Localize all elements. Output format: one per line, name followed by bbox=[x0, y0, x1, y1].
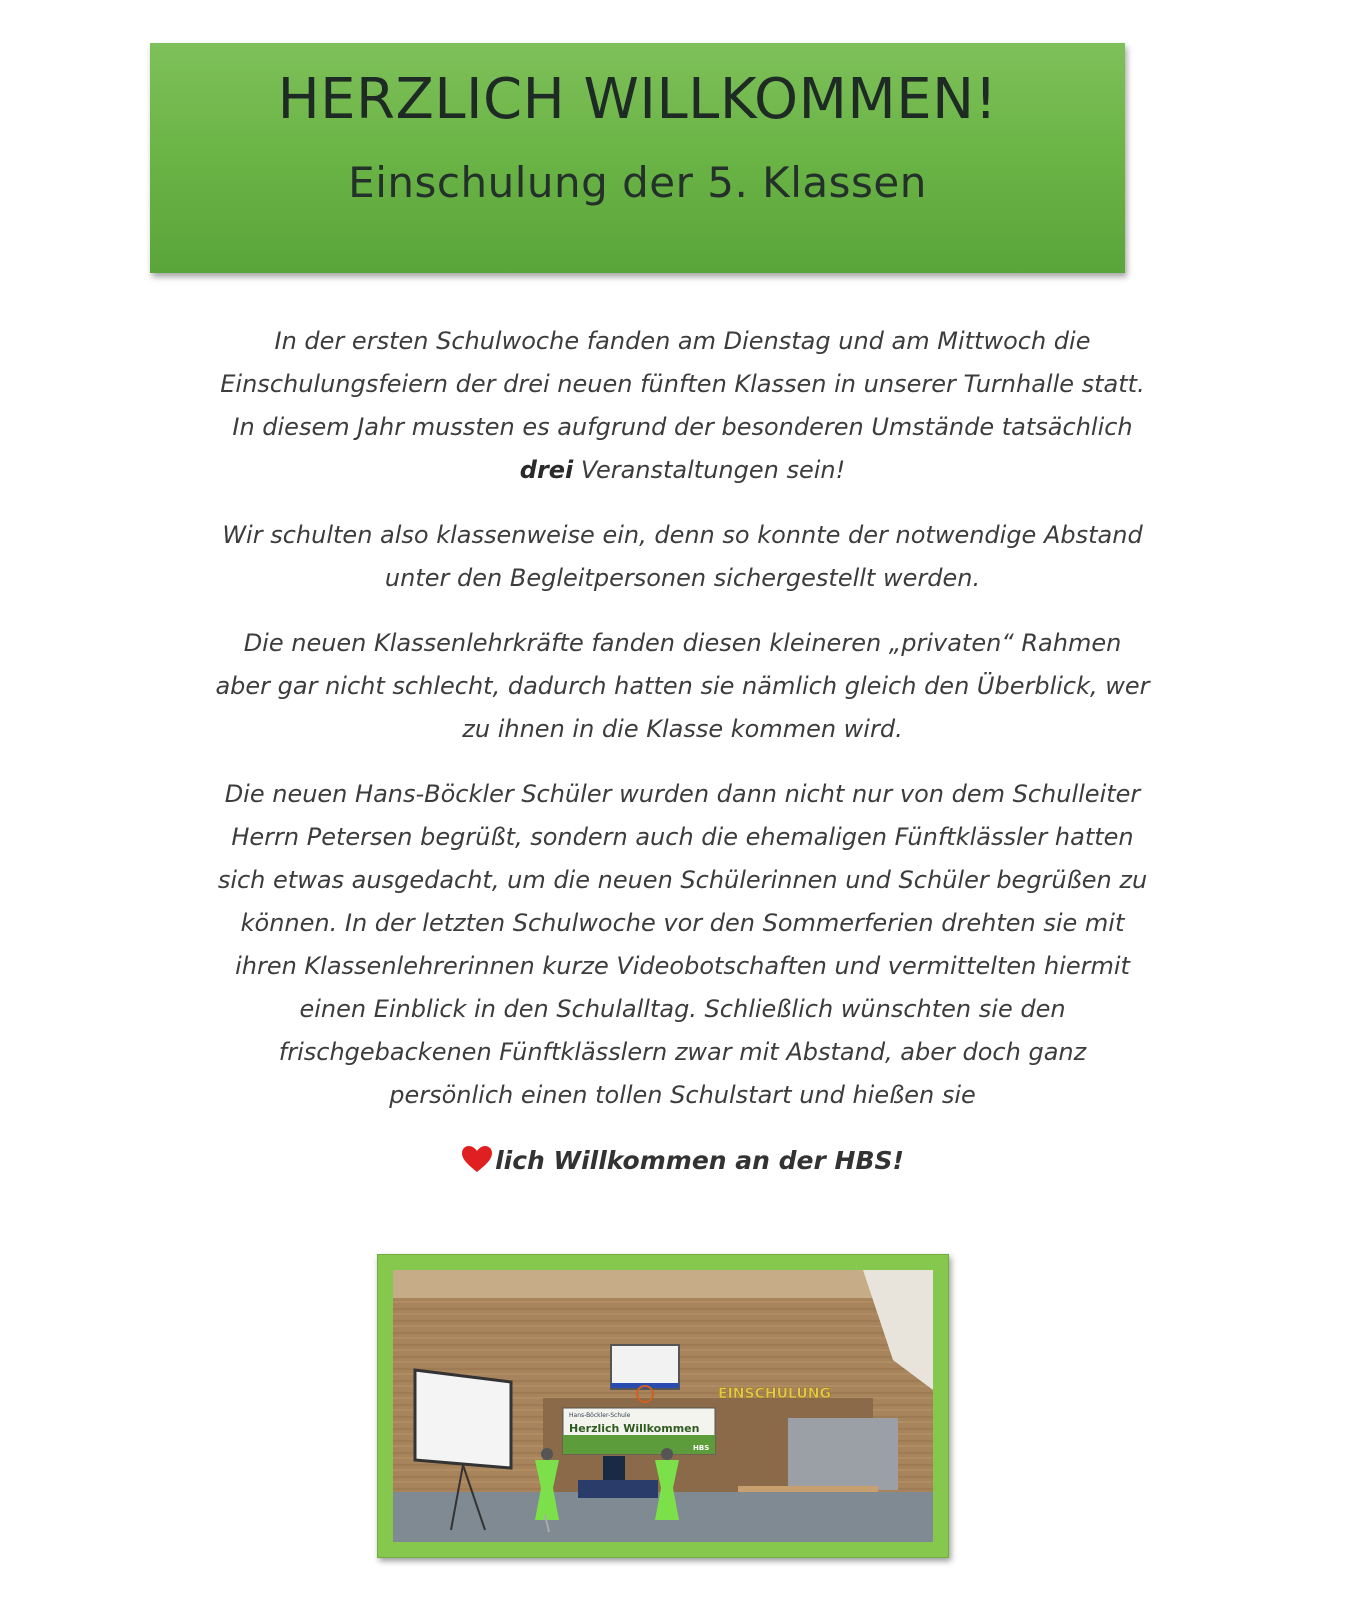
text-line: ihren Klassenlehrerinnen kurze Videobotschaften und vermittelten hiermit bbox=[235, 952, 1130, 980]
table-lamp bbox=[541, 1448, 553, 1460]
heart-icon bbox=[461, 1145, 493, 1173]
page-subtitle: Einschulung der 5. Klassen bbox=[348, 158, 927, 207]
text-line: einen Einblick in den Schulalltag. Schließlich wünschten sie den bbox=[299, 995, 1066, 1023]
banner-small-text: Hans-Böckler-Schule bbox=[569, 1412, 631, 1419]
closing-text: lich Willkommen an der HBS! bbox=[495, 1146, 904, 1175]
paragraph-3 bbox=[160, 622, 1205, 751]
paragraph-2 bbox=[160, 514, 1205, 600]
text-line: Herrn Petersen begrüßt, sondern auch die ehemaligen Fünftklässler hatten bbox=[231, 823, 1134, 851]
text-line: In der ersten Schulwoche fanden am Dienstag und am Mittwoch die bbox=[274, 327, 1091, 355]
text-line: zu ihnen in die Klasse kommen wird. bbox=[462, 715, 903, 743]
page-title: HERZLICH WILLKOMMEN! bbox=[277, 67, 998, 132]
bold-word: drei bbox=[519, 456, 574, 484]
text-line: unter den Begleitpersonen sichergestellt werden. bbox=[384, 564, 981, 592]
ceiling bbox=[393, 1270, 933, 1298]
photo-frame bbox=[377, 1254, 949, 1558]
text-line: können. In der letzten Schulwoche vor den Sommerferien drehten sie mit bbox=[240, 909, 1125, 937]
closing-line bbox=[160, 1139, 1205, 1182]
gym-photo bbox=[393, 1270, 933, 1542]
text-line: Wir schulten also klassenweise ein, denn so konnte der notwendige Abstand bbox=[222, 521, 1143, 549]
table-lamp bbox=[661, 1448, 673, 1460]
basketball-board bbox=[611, 1345, 679, 1389]
text-line: Die neuen Hans-Böckler Schüler wurden dann nicht nur von dem Schulleiter bbox=[224, 780, 1141, 808]
banner-badge: HBS bbox=[693, 1444, 710, 1452]
paragraph-1 bbox=[160, 320, 1205, 492]
text-line: frischgebackenen Fünftklässlern zwar mit Abstand, aber doch ganz bbox=[278, 1038, 1087, 1066]
text-line: sich etwas ausgedacht, um die neuen Schülerinnen und Schüler begrüßen zu bbox=[217, 866, 1148, 894]
header-banner bbox=[150, 43, 1125, 273]
projection-screen bbox=[415, 1370, 511, 1468]
text-line: aber gar nicht schlecht, dadurch hatten sie nämlich gleich den Überblick, wer bbox=[215, 672, 1150, 700]
text-line: Die neuen Klassenlehrkräfte fanden diesen kleineren „privaten“ Rahmen bbox=[243, 629, 1122, 657]
text-line: persönlich einen tollen Schulstart und hießen sie bbox=[389, 1081, 976, 1109]
text-line: Veranstaltungen sein! bbox=[573, 456, 846, 484]
banner-main-text: Herzlich Willkommen bbox=[569, 1422, 700, 1435]
article-body bbox=[160, 320, 1205, 1204]
gray-mat bbox=[788, 1418, 898, 1490]
text-line: Einschulungsfeiern der drei neuen fünften Klassen in unserer Turnhalle statt. bbox=[220, 370, 1145, 398]
text-line: In diesem Jahr mussten es aufgrund der besonderen Umstände tatsächlich bbox=[232, 413, 1133, 441]
bench bbox=[738, 1486, 878, 1492]
blue-mat bbox=[578, 1480, 658, 1498]
paragraph-4 bbox=[160, 773, 1205, 1117]
balloon-letters: EINSCHULUNG bbox=[718, 1386, 831, 1402]
